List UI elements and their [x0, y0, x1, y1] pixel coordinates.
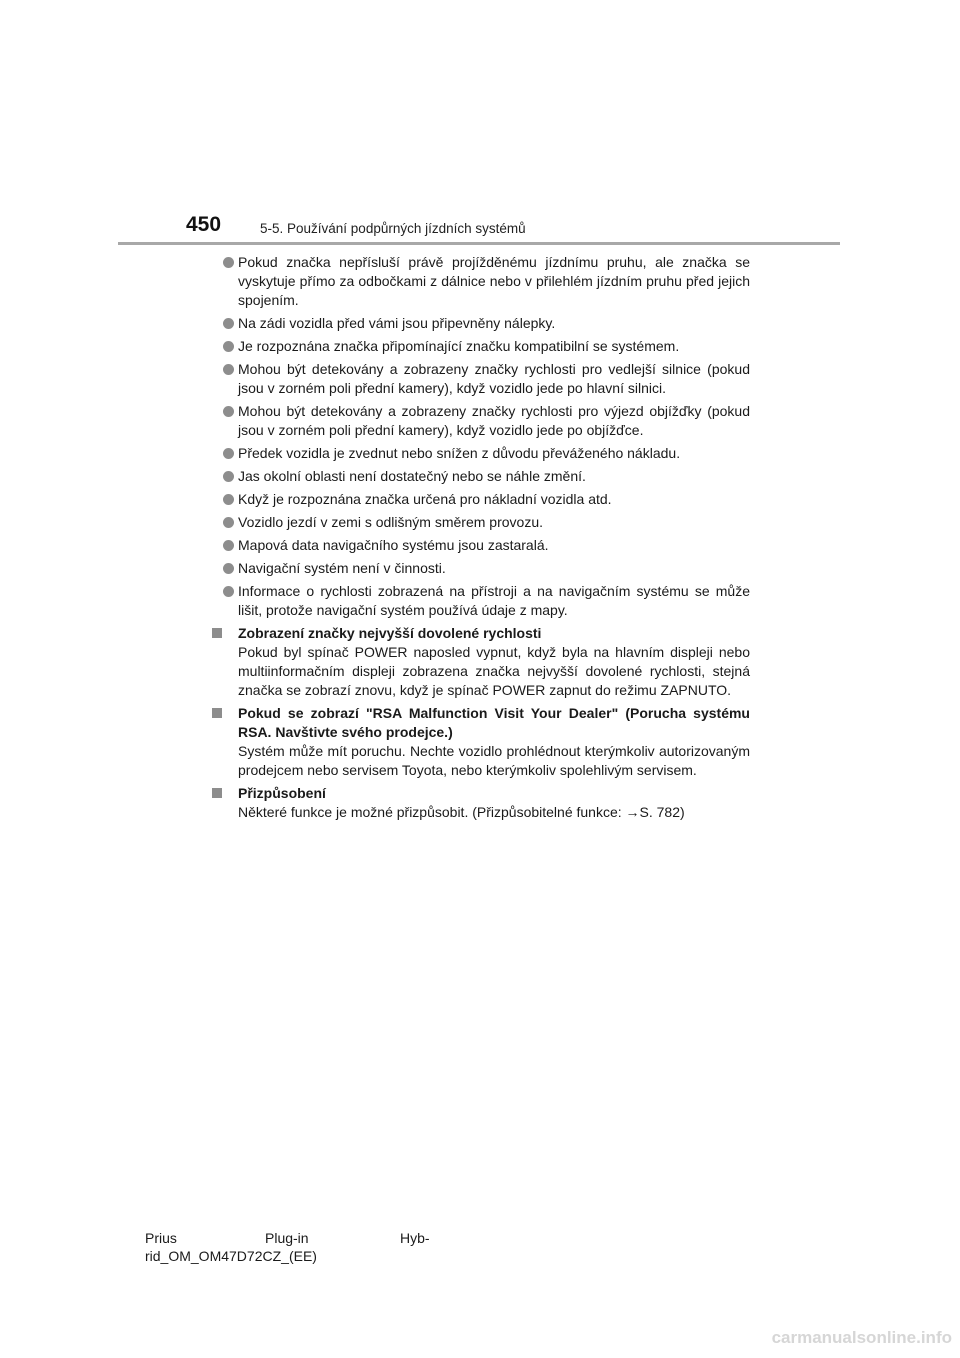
bullet-text: Předek vozidla je zvednut nebo snížen z důvodu převáženého nákladu. — [238, 445, 681, 461]
page-number: 450 — [186, 213, 222, 236]
bullet-dot-icon — [223, 341, 234, 352]
bullet-item — [222, 253, 750, 310]
section-customization — [222, 784, 750, 822]
bullet-item — [222, 314, 750, 333]
bullet-dot-icon — [223, 448, 234, 459]
footer-word: Prius — [145, 1230, 177, 1246]
bullet-text: Na zádi vozidla před vámi jsou připevněny nálepky. — [238, 315, 556, 331]
bullet-text: Je rozpoznána značka připomínající značku kompatibilní se systémem. — [238, 338, 680, 354]
section-body: Některé funkce je možné přizpůsobit. (Přizpůsobitelné funkce: →S. 782) — [238, 804, 685, 820]
bullet-dot-icon — [223, 406, 234, 417]
section-heading: Pokud se zobrazí "RSA Malfunction Visit Your Dealer" (Porucha systému RSA. Navštivte svého prodejce.) — [238, 705, 750, 740]
section-body: Pokud byl spínač POWER naposled vypnut, když byla na hlavním displeji nebo multiinformačním displeji zobrazena značka nejvyšší dovolené rychlosti, stejná značka se zobrazí znovu, když je spínač POWER zapnut do režimu ZAPNUTO. — [238, 644, 750, 698]
bullet-text: Pokud značka nepřísluší právě projížděnému jízdnímu pruhu, ale značka se vyskytuje přímo za odbočkami z dálnice nebo v přilehlém jízdním pruhu před jejich spojením. — [238, 254, 750, 308]
header-divider — [118, 242, 840, 245]
section-speed-sign-display — [222, 624, 750, 700]
footer — [145, 1229, 435, 1265]
section-rsa-malfunction — [222, 704, 750, 780]
square-marker-icon — [212, 788, 222, 798]
bullet-item — [222, 444, 750, 463]
footer-line-1 — [145, 1229, 435, 1247]
bullet-dot-icon — [223, 540, 234, 551]
bullet-dot-icon — [223, 471, 234, 482]
bullet-text: Mohou být detekovány a zobrazeny značky rychlosti pro výjezd objížďky (pokud jsou v zorném poli přední kamery), když vozidlo jede po objížďce. — [238, 403, 750, 438]
bullet-text: Mapová data navigačního systému jsou zastaralá. — [238, 537, 549, 553]
bullet-text: Jas okolní oblasti není dostatečný nebo se náhle změní. — [238, 468, 586, 484]
section-body: Systém může mít poruchu. Nechte vozidlo prohlédnout kterýmkoliv autorizovaným prodejcem nebo servisem Toyota, nebo kterýmkoliv spolehlivým servisem. — [238, 743, 750, 778]
bullet-text: Když je rozpoznána značka určená pro nákladní vozidla atd. — [238, 491, 612, 507]
bullet-item — [222, 402, 750, 440]
section-title: 5-5. Používání podpůrných jízdních systémů — [260, 221, 526, 236]
main-content — [222, 253, 750, 826]
section-heading: Přizpůsobení — [238, 785, 326, 801]
footer-word: Plug-in — [265, 1230, 309, 1246]
bullet-dot-icon — [223, 318, 234, 329]
bullet-item — [222, 490, 750, 509]
bullet-item — [222, 467, 750, 486]
watermark: carmanualsonline.info — [771, 1328, 952, 1347]
square-marker-icon — [212, 628, 222, 638]
bullet-dot-icon — [223, 563, 234, 574]
section-heading: Zobrazení značky nejvyšší dovolené rychlosti — [238, 625, 542, 641]
bullet-item — [222, 337, 750, 356]
bullet-dot-icon — [223, 494, 234, 505]
bullet-item — [222, 360, 750, 398]
bullet-item — [222, 559, 750, 578]
bullet-item — [222, 582, 750, 620]
bullet-dot-icon — [223, 586, 234, 597]
bullet-dot-icon — [223, 517, 234, 528]
bullet-dot-icon — [223, 364, 234, 375]
bullet-text: Navigační systém není v činnosti. — [238, 560, 446, 576]
bullet-item — [222, 513, 750, 532]
square-marker-icon — [212, 708, 222, 718]
bullet-dot-icon — [223, 257, 234, 268]
footer-line-2: rid_OM_OM47D72CZ_(EE) — [145, 1248, 317, 1264]
bullet-text: Informace o rychlosti zobrazená na přístroji a na navigačním systému se může lišit, protože navigační systém používá údaje z mapy. — [238, 583, 750, 618]
bullet-text: Mohou být detekovány a zobrazeny značky rychlosti pro vedlejší silnice (pokud jsou v zorném poli přední kamery), když vozidlo jede po hlavní silnici. — [238, 361, 750, 396]
footer-word: Hyb- — [400, 1230, 430, 1246]
bullet-text: Vozidlo jezdí v zemi s odlišným směrem provozu. — [238, 514, 543, 530]
bullet-item — [222, 536, 750, 555]
